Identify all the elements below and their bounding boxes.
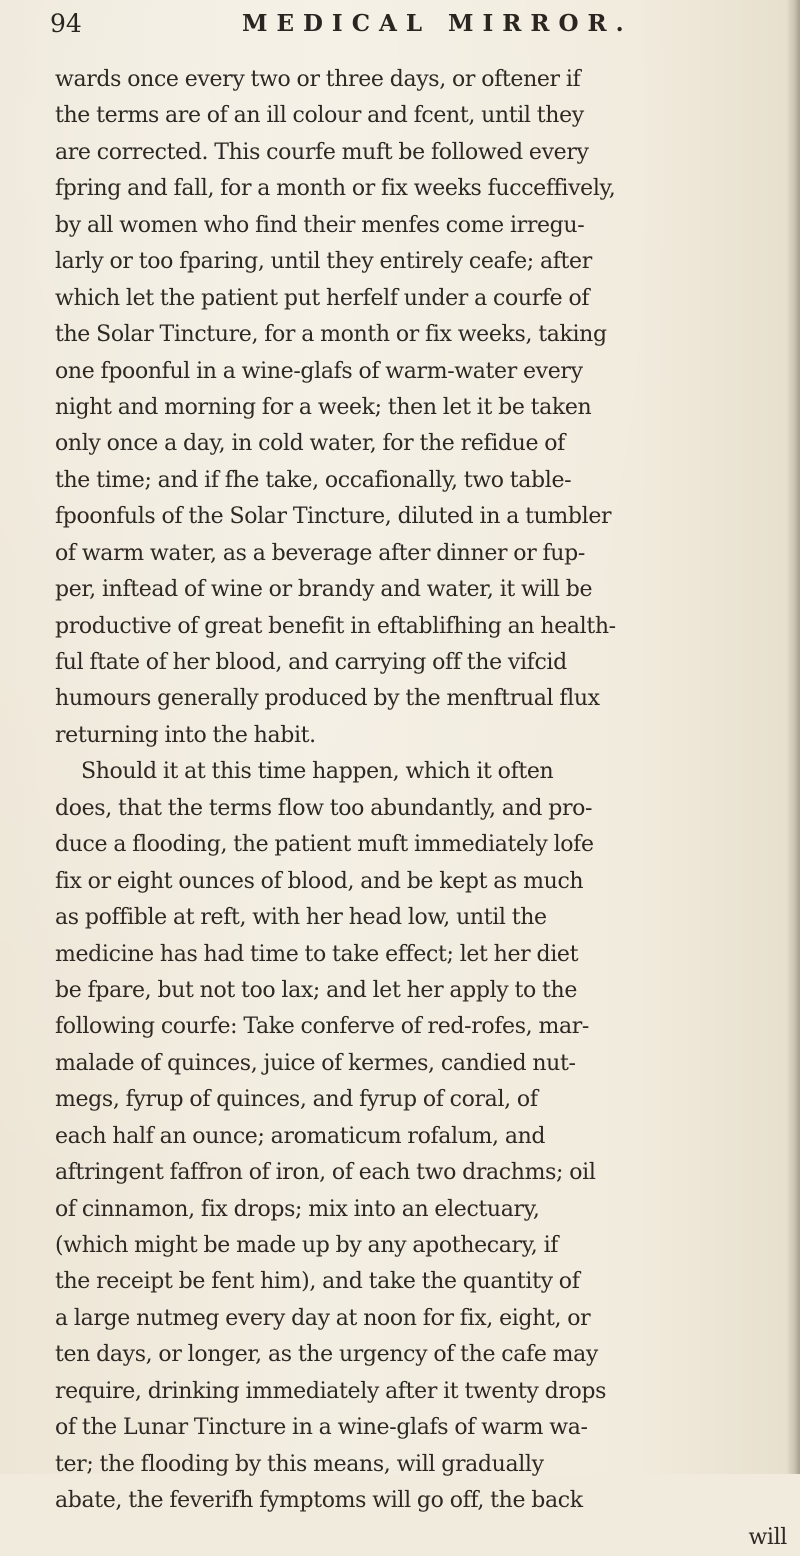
text-line: per, inftead of wine or brandy and water, it will be [55, 577, 593, 603]
running-head: MEDICAL MIRROR. [242, 10, 633, 37]
text-line: night and morning for a week; then let it be taken [55, 394, 592, 420]
text-line: fpring and fall, for a month or fix weeks fucceffively, [55, 176, 616, 202]
text-line: abate, the feverifh fymptoms will go off, the back [55, 1488, 583, 1514]
text-line: which let the patient put herfelf under a courfe of [55, 285, 590, 311]
text-line: aftringent faffron of iron, of each two drachms; oil [55, 1160, 596, 1186]
text-line: wards once every two or three days, or oftener if [55, 67, 581, 92]
text-line: only once a day, in cold water, for the refidue of [55, 431, 565, 457]
text-line: malade of quinces, juice of kermes, candied nut- [55, 1050, 576, 1076]
text-line: of cinnamon, fix drops; mix into an electuary, [55, 1196, 540, 1222]
page-number: 94 [50, 9, 82, 38]
text-line: returning into the habit. [55, 722, 316, 748]
text-line: the terms are of an ill colour and fcent, until they [55, 103, 584, 129]
text-line: following courfe: Take conferve of red-rofes, mar- [55, 1014, 589, 1040]
paragraph-start-line: Should it at this time happen, which it often [81, 759, 554, 785]
text-line: humours generally produced by the menftrual flux [55, 686, 600, 712]
text-line: productive of great benefit in eftablifhing an health- [55, 613, 616, 639]
text-line: be fpare, but not too lax; and let her apply to the [55, 977, 578, 1003]
text-line: (which might be made up by any apothecary, if [55, 1233, 559, 1258]
page-edge-shadow [786, 0, 800, 1474]
text-line: require, drinking immediately after it twenty drops [55, 1378, 607, 1404]
text-line: are corrected. This courfe muft be followed every [55, 139, 589, 165]
text-line: by all women who find their menfes come irregu- [55, 212, 585, 238]
text-line: the Solar Tincture, for a month or fix weeks, taking [55, 322, 607, 348]
text-line: each half an ounce; aromaticum rofalum, and [55, 1123, 546, 1149]
text-line: fpoonfuls of the Solar Tincture, diluted in a tumbler [55, 504, 612, 530]
text-line: does, that the terms flow too abundantly, and pro- [55, 795, 593, 821]
text-line: of warm water, as a beverage after dinner or fup- [55, 540, 585, 566]
text-line: as poffible at reft, with her head low, until the [55, 905, 547, 931]
text-line: fix or eight ounces of blood, and be kept as much [55, 868, 584, 894]
text-line: the receipt be fent him), and take the quantity of [55, 1269, 580, 1295]
text-line: megs, fyrup of quinces, and fyrup of coral, of [55, 1087, 538, 1113]
text-line: the time; and if fhe take, occafionally, two table- [55, 467, 572, 493]
text-line: ful ftate of her blood, and carrying off the vifcid [55, 650, 567, 675]
catchword: will [748, 1524, 787, 1550]
text-line: medicine has had time to take effect; let her diet [55, 941, 579, 967]
text-line: ter; the flooding by this means, will gradually [55, 1451, 544, 1477]
text-line: one fpoonful in a wine-glafs of warm-water every [55, 358, 583, 384]
text-line: of the Lunar Tincture in a wine-glafs of warm wa- [55, 1415, 588, 1441]
text-line: larly or too fparing, until they entirely ceafe; after [55, 249, 592, 275]
text-line: duce a flooding, the patient muft immediately lofe [55, 832, 594, 858]
text-line: ten days, or longer, as the urgency of the cafe may [55, 1342, 598, 1368]
page-header [50, 6, 750, 46]
body-text [55, 62, 790, 1556]
text-line: a large nutmeg every day at noon for fix, eight, or [55, 1305, 591, 1331]
